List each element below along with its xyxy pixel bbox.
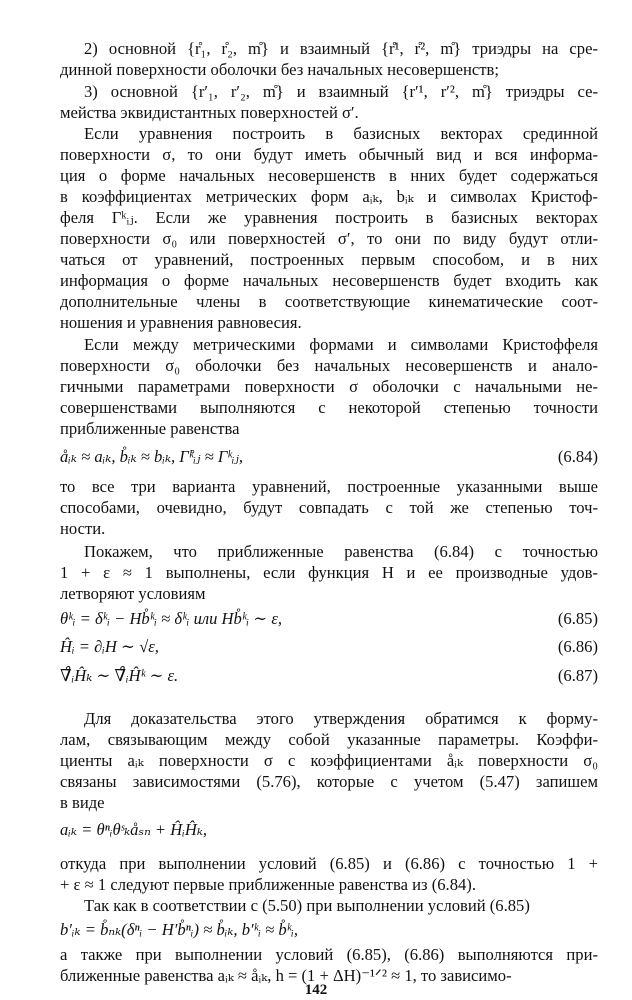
equation-body: åᵢₖ ≈ aᵢₖ, b̊ᵢₖ ≈ bᵢₖ, Γ̊ᵏᵢⱼ ≈ Γᵏᵢⱼ, [60, 447, 244, 466]
text-line: Для доказательства этого утверждения обратимся к форму- [84, 709, 598, 728]
text-line: Если уравнения построить в базисных векторах срединной [84, 124, 598, 143]
text-line: то все три варианта уравнений, построенные указанными выше [60, 477, 598, 496]
equation [60, 918, 598, 942]
text-line: связаны зависимостями (5.76), которые с учетом (5.47) запишем [60, 772, 598, 791]
text-line: чаться от уравнений, построенных первым способом, и в них [60, 250, 598, 269]
text-line: лам, связывающим между собой указанные параметры. Коэффи- [60, 730, 598, 749]
equation [60, 635, 598, 659]
equation-number: (6.86) [557, 637, 598, 656]
equation-body: θᵏᵢ = δᵏᵢ − Hb̊ᵏᵢ ≈ δᵏᵢ или Hb̊ᵏᵢ ∼ ε, [60, 609, 283, 628]
text-line: ближенные равенства aᵢₖ ≈ åᵢₖ, h = (1 + ΔH)⁻¹ᐟ² ≈ 1, то зависимо- [60, 966, 512, 985]
equation-body: aᵢₖ = θⁿᵢθˢₖåₛₙ + ĤᵢĤₖ, [60, 820, 208, 839]
equation-number: (6.84) [557, 447, 598, 466]
text-line: 1 + ε ≈ 1 выполнены, если функция H и ее производные удов- [60, 563, 598, 582]
equation-number: (6.85) [557, 609, 598, 628]
text-line: откуда при выполнении условий (6.85) и (6.86) с точностью 1 + [60, 854, 598, 873]
text-line: совершенствами выполняются с некоторой степенью точности [60, 398, 598, 417]
equation-body: ∇̊ᵢĤₖ ∼ ∇̊ᵢĤᵏ ∼ ε. [60, 666, 179, 685]
text-line: летворяют условиям [60, 584, 206, 603]
text-line: ношения и уравнения равновесия. [60, 313, 302, 332]
text-line: дополнительные члены в соответствующие кинематические соот- [60, 292, 598, 311]
equation [60, 445, 598, 469]
equation-body: b′ᵢₖ = b̊ₙₖ(δⁿᵢ − H′b̊ⁿᵢ) ≈ b̊ᵢₖ, b′ᵏᵢ ≈ b̊ᵏᵢ, [60, 920, 299, 939]
text-line: способами, очевидно, будут совпадать с той же степенью точ- [60, 498, 598, 517]
text-line: ция о форме начальных несовершенств в нних будет содержаться [60, 166, 598, 185]
equation [60, 607, 598, 631]
equation-body: Ĥᵢ = ∂ᵢH ∼ √ε, [60, 637, 159, 656]
text-line: поверхности σ₀ оболочки без начальных несовершенств и анало- [60, 356, 598, 375]
equation-number: (6.87) [557, 666, 598, 685]
text-line: Покажем, что приближенные равенства (6.84) с точностью [84, 542, 598, 561]
text-line: динной поверхности оболочки без начальных несовершенств; [60, 60, 499, 79]
text-line: информация о форме начальных несовершенств будет входить как [60, 271, 598, 290]
text-line: + ε ≈ 1 следуют первые приближенные равенства из (6.84). [60, 875, 476, 894]
text-line: 2) основной {r̊₁, r̊₂, m̊} и взаимный {r̊¹, r̊², m̊} триэдры на сре- [84, 39, 598, 58]
text-line: 3) основной {r′₁, r′₂, m̊} и взаимный {r′¹, r′², m̊} триэдры се- [84, 82, 598, 101]
text-line: феля Γᵏᵢⱼ. Если же уравнения построить в базисных векторах [60, 208, 598, 227]
text-line: мейства эквидистантных поверхностей σ′. [60, 103, 359, 122]
text-line: приближенные равенства [60, 419, 240, 438]
text-line: поверхности σ, то они будут иметь обычный вид и вся информа- [60, 145, 598, 164]
text-line: поверхности σ₀ или поверхностей σ′, то они по виду будут отли- [60, 229, 598, 248]
equation [60, 664, 598, 688]
equation [60, 818, 598, 842]
page-number: 142 [304, 982, 328, 998]
text-line: а также при выполнении условий (6.85), (6.86) выполняются при- [60, 945, 598, 964]
text-line: Так как в соответствии с (5.50) при выполнении условий (6.85) [84, 896, 530, 915]
text-line: ности. [60, 519, 106, 538]
text-line: в коэффициентах метрических форм aᵢₖ, bᵢₖ и символах Кристоф- [60, 187, 598, 206]
text-line: в виде [60, 793, 105, 812]
text-line: Если между метрическими формами и символами Кристоффеля [84, 335, 598, 354]
text-line: циенты aᵢₖ поверхности σ с коэффициентами åᵢₖ поверхности σ₀ [60, 751, 598, 770]
text-line: гичными параметрами поверхности σ оболочки с начальными не- [60, 377, 598, 396]
